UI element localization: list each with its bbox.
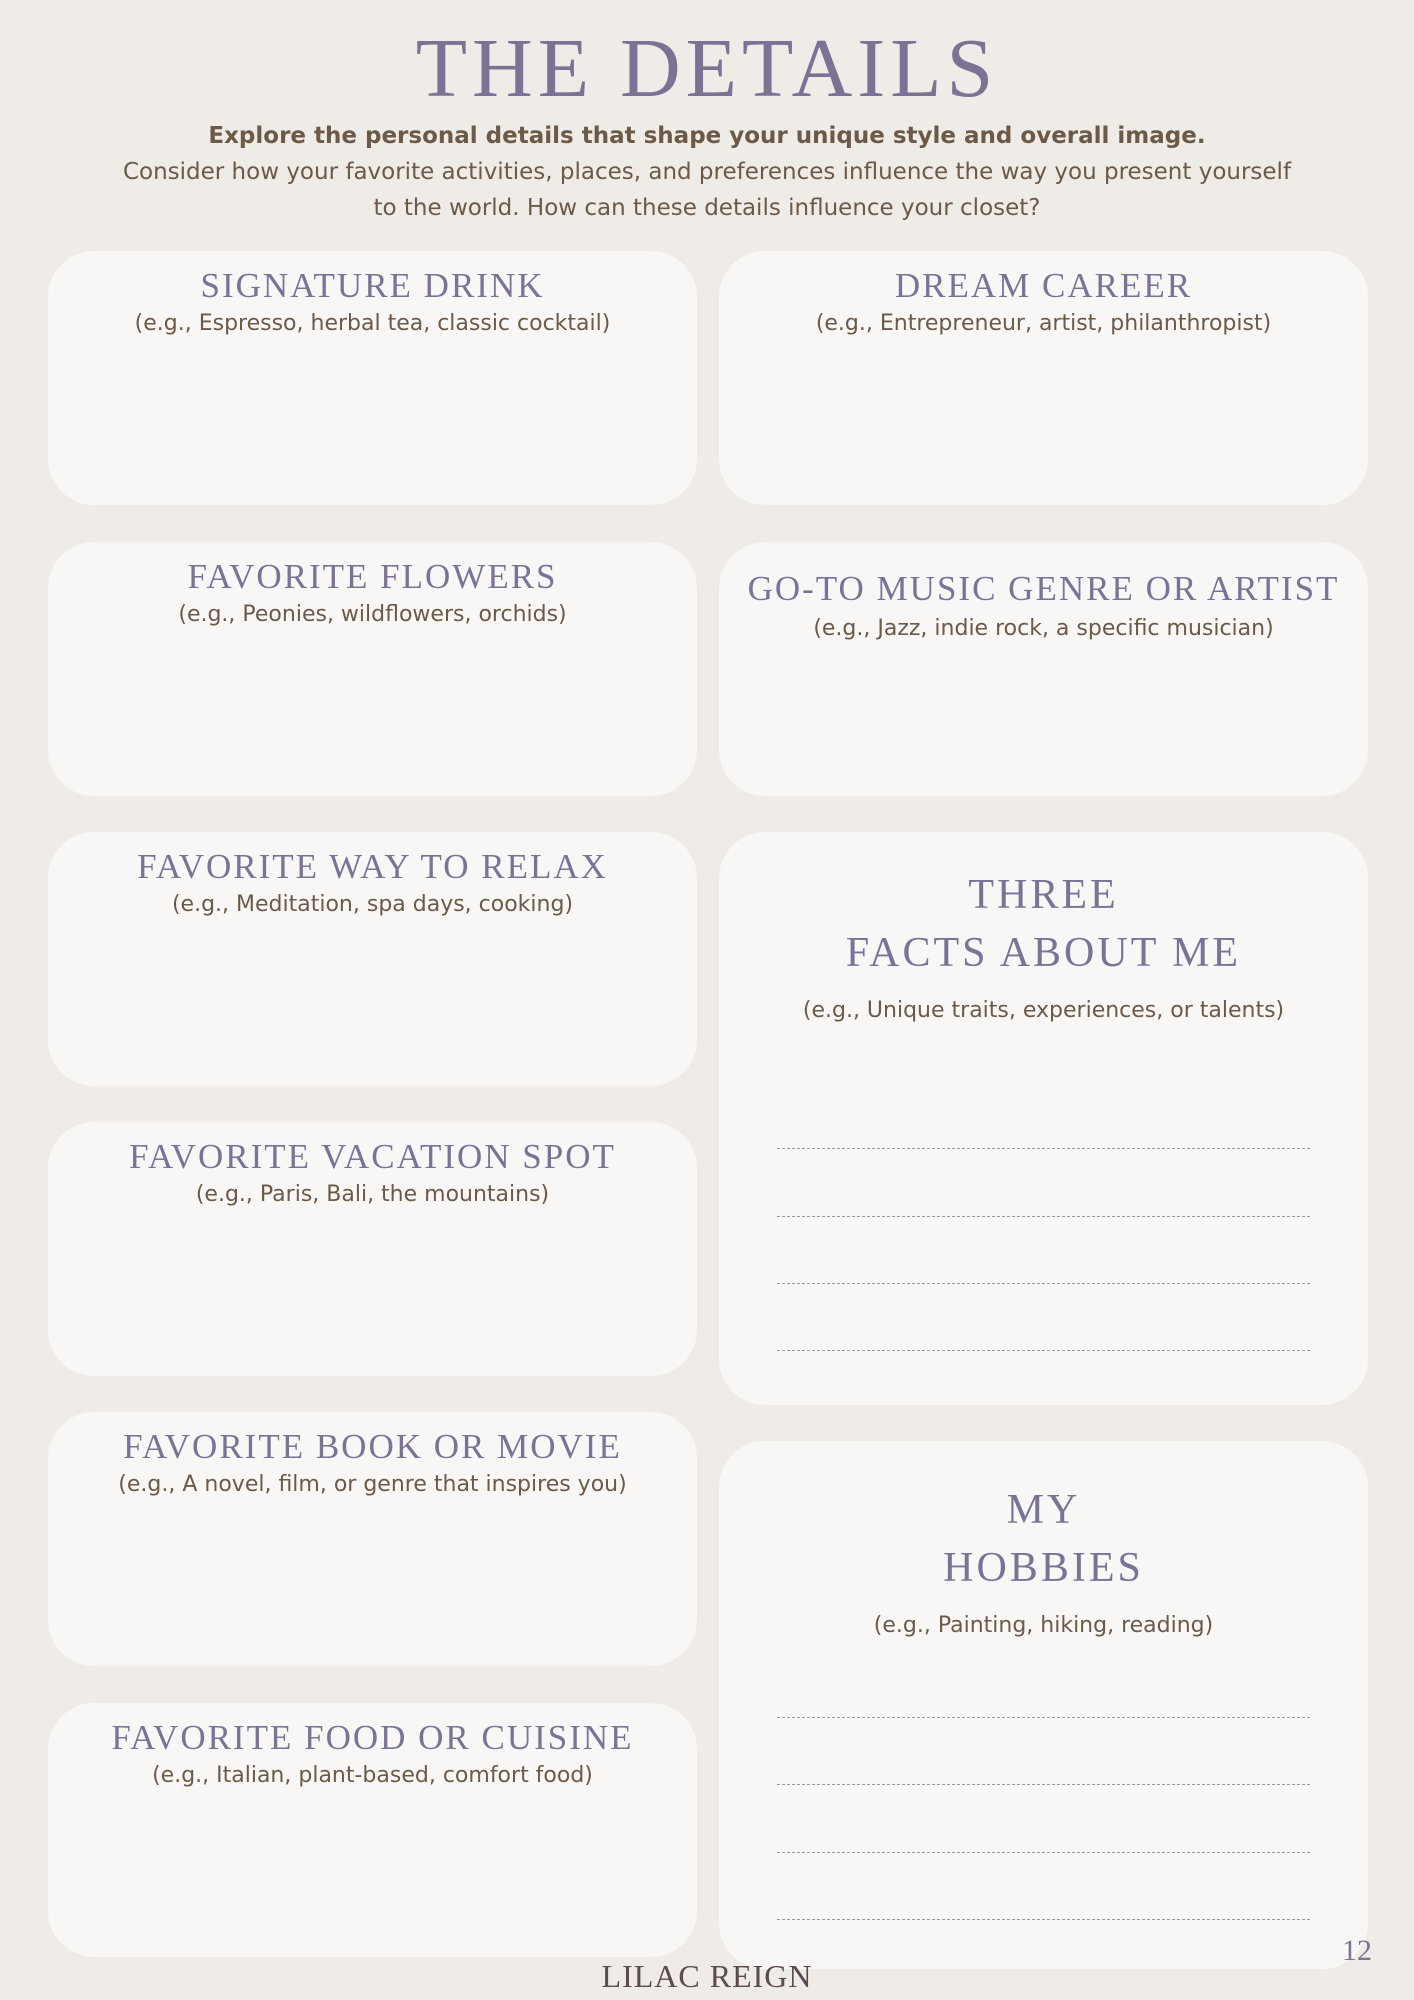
card-hint: (e.g., Meditation, spa days, cooking)	[171, 892, 574, 917]
card-hint: (e.g., Paris, Bali, the mountains)	[195, 1182, 550, 1207]
card-title: DREAM CAREER	[894, 266, 1193, 305]
writing-line[interactable]	[777, 1919, 1310, 1920]
writing-line[interactable]	[777, 1350, 1310, 1351]
card-hint: (e.g., Jazz, indie rock, a specific musician)	[813, 616, 1274, 641]
writing-line[interactable]	[777, 1717, 1310, 1718]
hobbies-title-line2: HOBBIES	[943, 1545, 1144, 1591]
card-hint: (e.g., Espresso, herbal tea, classic cocktail)	[134, 311, 611, 336]
card-title: FAVORITE BOOK OR MOVIE	[123, 1427, 622, 1466]
facts-title-line1: THREE	[968, 872, 1119, 918]
card-hint: (e.g., Entrepreneur, artist, philanthropist)	[815, 311, 1272, 336]
card-favorite-way-to-relax[interactable]	[48, 832, 697, 1086]
card-title: FAVORITE VACATION SPOT	[129, 1137, 616, 1176]
card-favorite-book-or-movie[interactable]	[48, 1412, 697, 1666]
page-title: THE DETAILS	[415, 22, 999, 115]
card-hint: (e.g., A novel, film, or genre that inspires you)	[118, 1472, 627, 1497]
hobbies-title-line1: MY	[1006, 1487, 1081, 1533]
writing-line[interactable]	[777, 1148, 1310, 1149]
card-favorite-food-or-cuisine[interactable]	[48, 1703, 697, 1957]
intro-body: Consider how your favorite activities, places, and preferences influence the way you present yourself to the world. How can these details influence your closet?	[122, 159, 1292, 221]
card-signature-drink[interactable]	[48, 251, 697, 505]
card-title: FAVORITE FOOD OR CUISINE	[111, 1718, 634, 1757]
card-title: SIGNATURE DRINK	[200, 266, 545, 305]
card-favorite-vacation-spot[interactable]	[48, 1122, 697, 1376]
card-dream-career[interactable]	[719, 251, 1368, 505]
card-go-to-music[interactable]	[719, 542, 1368, 796]
footer-brand: LILAC REIGN	[601, 1958, 813, 1994]
card-hint: (e.g., Peonies, wildflowers, orchids)	[178, 602, 567, 627]
card-title: FAVORITE FLOWERS	[187, 557, 558, 596]
intro-text	[120, 118, 1294, 226]
card-three-facts[interactable]	[719, 832, 1368, 1405]
card-hint: (e.g., Painting, hiking, reading)	[873, 1613, 1214, 1638]
card-favorite-flowers[interactable]	[48, 542, 697, 796]
card-my-hobbies[interactable]	[719, 1441, 1368, 1969]
facts-title-line2: FACTS ABOUT ME	[845, 930, 1242, 976]
writing-line[interactable]	[777, 1283, 1310, 1284]
intro-lead: Explore the personal details that shape your unique style and overall image.	[208, 123, 1206, 149]
card-hint: (e.g., Unique traits, experiences, or talents)	[802, 998, 1285, 1023]
writing-line[interactable]	[777, 1852, 1310, 1853]
page-number: 12	[1342, 1934, 1372, 1967]
card-hint: (e.g., Italian, plant-based, comfort food)	[152, 1763, 593, 1788]
card-title: FAVORITE WAY TO RELAX	[137, 847, 608, 886]
card-title: GO-TO MUSIC GENRE OR ARTIST	[747, 569, 1340, 608]
writing-line[interactable]	[777, 1784, 1310, 1785]
writing-line[interactable]	[777, 1216, 1310, 1217]
